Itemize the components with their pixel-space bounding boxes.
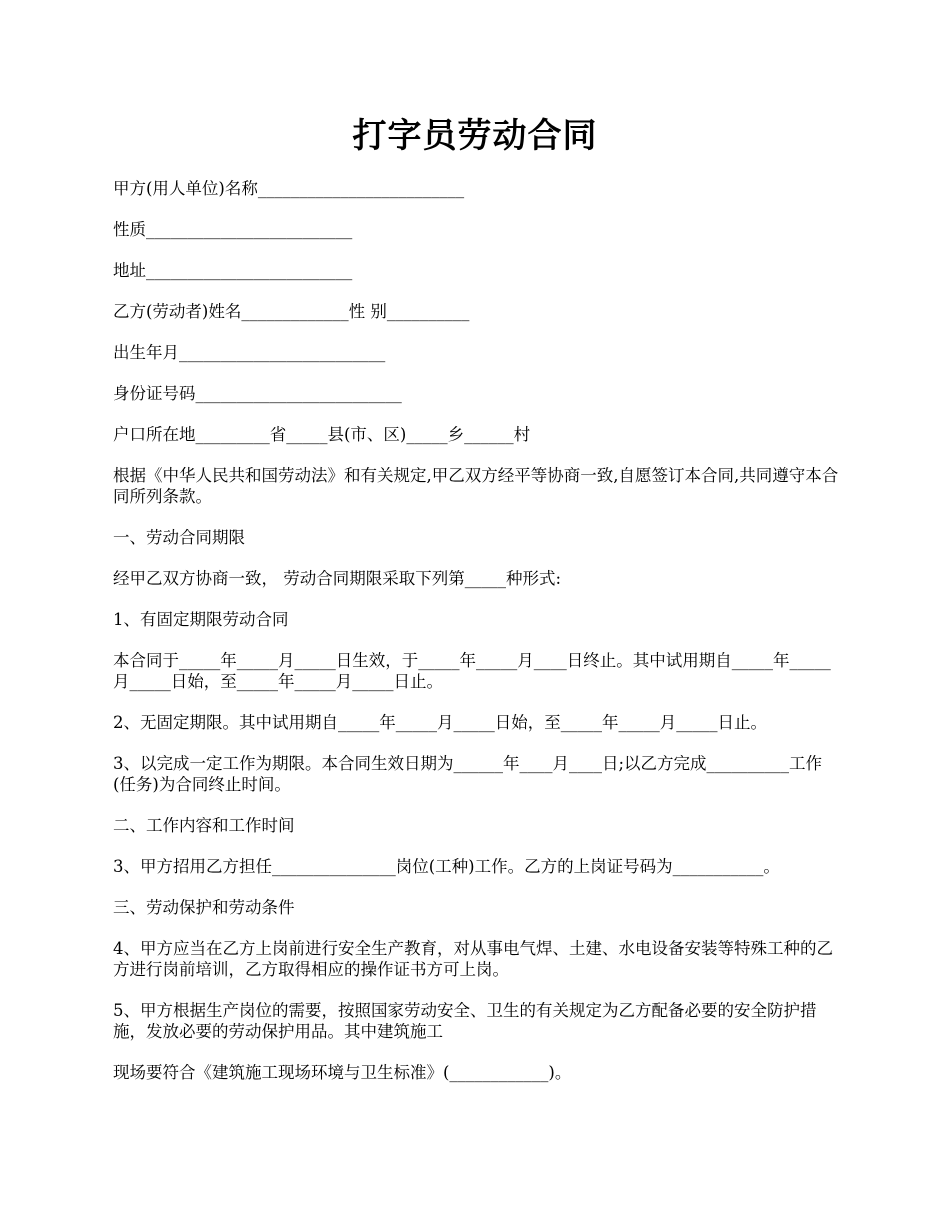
- preamble-paragraph: 根据《中华人民共和国劳动法》和有关规定,甲乙双方经平等协商一致,自愿签订本合同,共同遵守本合同所列条款。: [113, 466, 839, 506]
- section-heading-contract-term: 一、劳动合同期限: [113, 528, 245, 547]
- document-body: [113, 178, 841, 1103]
- contract-form-paragraph: 经甲乙双方协商一致， 劳动合同期限采取下列第_____种形式:: [113, 569, 562, 588]
- clause-protective-equipment: 5、甲方根据生产岗位的需要，按照国家劳动安全、卫生的有关规定为乙方配备必要的安全防护措施，发放必要的劳动保护用品。其中建筑施工: [113, 1001, 817, 1041]
- section-heading-work-content: 二、工作内容和工作时间: [113, 816, 295, 835]
- nature-line: 性质_________________________: [113, 220, 353, 239]
- id-number-line: 身份证号码_________________________: [113, 384, 402, 403]
- birth-date-line: 出生年月_________________________: [113, 343, 386, 362]
- clause-safety-training: 4、甲方应当在乙方上岗前进行安全生产教育，对从事电气焊、土建、水电设备安装等特殊工种的乙方进行岗前培训，乙方取得相应的操作证书方可上岗。: [113, 939, 833, 979]
- clause-task-based-term: 3、以完成一定工作为期限。本合同生效日期为______年____月____日;以乙方完成__________工作(任务)为合同终止时间。: [113, 754, 823, 794]
- clause-site-standard: 现场要符合《建筑施工现场环境与卫生标准》(____________)。: [113, 1063, 572, 1082]
- clause-fixed-term-heading: 1、有固定期限劳动合同: [113, 610, 289, 629]
- employee-name-gender-line: 乙方(劳动者)姓名_____________性 别__________: [113, 302, 470, 321]
- address-line: 地址_________________________: [113, 261, 353, 280]
- household-registration-line: 户口所在地_________省_____县(市、区)_____乡______村: [113, 425, 531, 444]
- clause-job-position: 3、甲方招用乙方担任_______________岗位(工种)工作。乙方的上岗证号码为___________。: [113, 857, 780, 876]
- fixed-term-dates-paragraph: 本合同于_____年_____月_____日生效，于_____年_____月____日终止。其中试用期自_____年_____月_____日始，至_____年_____月_____日止。: [113, 651, 831, 691]
- clause-open-ended-term: 2、无固定期限。其中试用期自_____年_____月_____日始，至_____年_____月_____日止。: [113, 713, 767, 732]
- employer-name-line: 甲方(用人单位)名称_________________________: [113, 179, 465, 198]
- document-title: 打字员劳动合同: [352, 116, 598, 156]
- section-heading-labor-protection: 三、劳动保护和劳动条件: [113, 898, 295, 917]
